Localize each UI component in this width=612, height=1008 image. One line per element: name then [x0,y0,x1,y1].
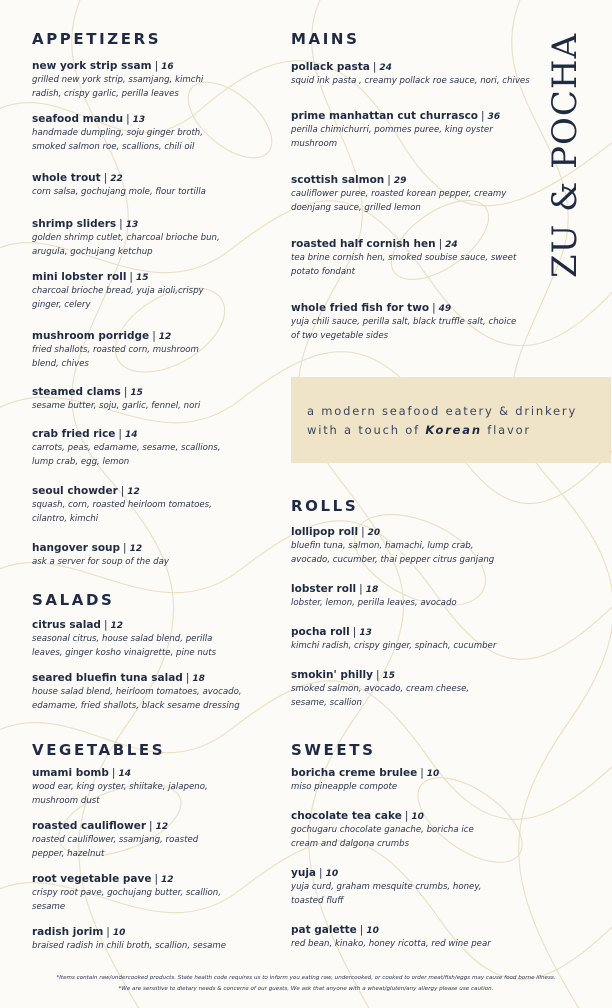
menu-item-price: 36 [487,112,501,122]
menu-item-description: pepper, hazelnut [32,849,105,859]
menu-item-description: cilantro, kimchi [32,514,99,524]
menu-item-description: lump crab, egg, lemon [32,457,130,467]
menu-item-description: of two vegetable sides [291,331,389,341]
menu-item-name: whole trout [32,172,101,184]
menu-item-name: mushroom porridge [32,330,150,342]
menu-item-name: new york strip ssam [32,60,152,72]
menu-item [32,485,212,526]
menu-item-description: doenjang sauce, grilled lemon [291,203,421,213]
menu-item-description: squid ink pasta , creamy pollack roe sauce, nori, chives [291,76,530,86]
menu-item-name: whole fried fish for two [291,302,430,314]
rolls-section [291,497,358,515]
menu-item [32,60,203,101]
menu-item-description: red bean, kinako, honey ricotta, red wine pear [291,939,491,949]
price-separator: | [319,867,323,879]
menu-item-price: 13 [125,220,139,230]
menu-item-heading [291,61,530,73]
menu-item-description: wood ear, king oyster, shiitake, jalapeno, [32,782,208,792]
menu-item-price: 20 [367,528,381,538]
menu-item-price: 13 [359,628,372,638]
price-separator: | [129,271,133,283]
footer-disclaimer-allergy: *We are sensitive to dietary needs & concerns of our guests, We ask that anyone with a wheat/gluten/any allergy please use caution. [118,986,494,992]
menu-item-price: 12 [127,487,140,497]
menu-item [291,924,491,951]
menu-item-heading [291,238,516,250]
menu-item-name: roasted cauliflower [32,820,147,832]
tagline-emphasis: Korean [425,423,482,437]
menu-item-price: 12 [110,621,124,631]
menu-item [291,626,496,653]
menu-item [32,386,200,413]
price-separator: | [432,302,436,314]
price-separator: | [154,60,159,72]
menu-item-name: prime manhattan cut churrasco [291,110,479,122]
menu-item-description: edamame, fried shallots, black sesame dressing [32,701,240,711]
price-separator: | [185,672,190,684]
menu-item-heading [291,526,494,538]
menu-item [291,61,530,88]
menu-item-price: 12 [155,822,169,832]
menu-item-heading [32,672,242,684]
menu-item-price: 16 [161,62,174,72]
menu-item-description: roasted cauliflower, ssamjang, roasted [32,835,199,845]
menu-item-description: golden shrimp cutlet, charcoal brioche bun, [32,233,220,243]
menu-item-description: yuja chili sauce, perilla salt, black truffle salt, choice [291,317,517,327]
menu-item-price: 12 [161,875,174,885]
menu-item-price: 12 [158,332,172,342]
menu-item-description: miso pineapple compote [291,782,398,792]
price-separator: | [481,110,485,122]
price-separator: | [123,386,128,398]
price-separator: | [106,926,110,938]
menu-item-price: 10 [325,869,339,879]
menu-item-heading [291,810,474,822]
menu-item-description: leaves, ginger kosho vinaigrette, pine nuts [32,648,217,658]
menu-item-heading [291,302,516,314]
price-separator: | [352,626,357,638]
salads-section [32,591,114,609]
menu-item-price: 14 [118,769,131,779]
menu-item-heading [32,873,221,885]
menu-item [291,238,516,279]
menu-item-name: radish jorim [32,926,104,938]
menu-item-description: cream and dalgona crumbs [291,839,410,849]
menu-item [291,110,500,151]
menu-item [291,526,494,567]
menu-item-description: cauliflower puree, roasted korean pepper, creamy [291,189,507,199]
price-separator: | [154,873,158,885]
menu-item [291,174,506,215]
menu-item-name: scottish salmon [291,174,385,186]
menu-item-description: ginger, celery [32,300,91,310]
menu-item [291,810,474,851]
tagline-prefix: with a touch of [307,423,426,437]
menu-item-description: bluefin tuna, salmon, hamachi, lump crab, [291,541,474,551]
brand-logo [540,30,588,280]
menu-item-heading [291,867,482,879]
menu-item-heading [32,386,200,398]
tagline-box [291,377,611,463]
menu-item-name: shrimp sliders [32,218,117,230]
menu-item [32,218,220,259]
menu-item-description: seasonal citrus, house salad blend, perilla [32,634,213,644]
menu-item-heading [32,113,203,125]
price-separator: | [152,330,156,342]
menu-item-description: charcoal brioche bread, yuja aioli,crispy [32,286,204,296]
menu-item-name: seared bluefin tuna salad [32,672,183,684]
menu-item-description: sesame [32,902,66,912]
menu-item-heading [32,428,221,440]
price-separator: | [118,428,122,440]
menu-item-description: crispy root pave, gochujang butter, scallion, [32,888,221,898]
menu-item [32,767,208,808]
brand-wordmark [540,30,588,280]
footer-disclaimer-raw: *Items contain raw/undercooked products. State health code requires us to inform you eating raw, undercooked, or cooked to order meat/fish/eggs may cause food borne illness. [56,975,556,981]
menu-item-heading [32,926,226,938]
price-separator: | [372,61,377,73]
menu-item [291,302,516,343]
menu-item [291,867,482,908]
menu-item-heading [32,218,220,230]
menu-item [32,672,242,713]
menu-item-heading [32,619,216,631]
menu-item [32,271,204,312]
menu-item-description: tea brine cornish hen, smoked soubise sauce, sweet [291,253,517,263]
menu-item-description: squash, corn, roasted heirloom tomatoes, [32,500,212,510]
menu-item-heading [291,110,500,122]
menu-item-description: avocado, cucumber, thai pepper citrus ganjang [291,555,495,565]
menu-item-heading [32,330,199,342]
tagline-suffix: flavor [481,423,531,437]
menu-item-description: carrots, peas, edamame, sesame, scallions, [32,443,221,453]
menu-item-name: hangover soup [32,542,121,554]
sweets-title: SWEETS [291,741,376,759]
menu-item [32,428,221,469]
menu-item [291,669,469,710]
menu-item-name: pat galette [291,924,357,936]
price-separator: | [123,542,127,554]
menu-item-price: 14 [124,430,138,440]
menu-item [32,926,226,953]
menu-item-name: seafood mandu [32,113,124,125]
menu-item-description: sesame, scallion [291,698,362,708]
menu-item-name: steamed clams [32,386,121,398]
price-separator: | [359,583,363,595]
menu-item [32,873,221,914]
menu-item [291,767,439,794]
price-separator: | [359,924,364,936]
menu-item-description: mushroom [291,139,338,149]
menu-item-heading [291,669,469,681]
menu-item-description: gochugaru chocolate ganache, boricha ice [291,825,474,835]
menu-item-name: crab fried rice [32,428,116,440]
price-separator: | [111,767,116,779]
tagline-line1: a modern seafood eatery & drinkery [307,404,578,418]
menu-item-heading [291,174,506,186]
menu-item-heading [291,583,457,595]
menu-item-description: ask a server for soup of the day [32,557,169,567]
menu-item-description: grilled new york strip, ssamjang, kimchi [32,75,204,85]
appetizers-title: APPETIZERS [32,30,162,48]
menu-item-price: 13 [132,115,146,125]
sweets-section [291,741,375,759]
rolls-title: ROLLS [291,497,359,515]
appetizers-section [32,30,161,48]
brand-name: ZU & POCHA [545,32,585,278]
menu-item-name: lollipop roll [291,526,359,538]
menu-item-description: potato fondant [291,267,355,277]
menu-item-heading [32,60,203,72]
menu-item-name: chocolate tea cake [291,810,402,822]
menu-item [32,619,216,660]
menu-item-price: 15 [382,671,396,681]
price-separator: | [103,172,108,184]
menu-item-description: mushroom dust [32,796,100,806]
menu-item-price: 12 [129,544,143,554]
menu-item-heading [32,542,169,554]
menu-item-price: 18 [365,585,379,595]
menu-item-name: smokin' philly [291,669,373,681]
price-separator: | [375,669,380,681]
menu-item-description: corn salsa, gochujang mole, flour tortilla [32,187,206,197]
mains-title: MAINS [291,30,360,48]
price-separator: | [404,810,409,822]
menu-item-description: house salad blend, heirloom tomatoes, avocado, [32,687,242,697]
menu-item-description: braised radish in chili broth, scallion, sesame [32,941,227,951]
menu-item-description: toasted fluff [291,896,344,906]
menu-item-heading [291,626,496,638]
tagline-line2 [307,423,531,437]
menu-item-description: arugula, gochujang ketchup [32,247,153,257]
menu-item [32,172,206,199]
price-separator: | [149,820,153,832]
menu-item-name: pocha roll [291,626,350,638]
price-separator: | [361,526,365,538]
price-separator: | [420,767,424,779]
menu-item-price: 18 [192,674,205,684]
menu-item-name: lobster roll [291,583,357,595]
menu-item-price: 10 [112,928,126,938]
menu-item-price: 10 [366,926,379,936]
menu-item-name: umami bomb [32,767,109,779]
menu-item-name: mini lobster roll [32,271,127,283]
price-separator: | [119,218,123,230]
price-separator: | [126,113,130,125]
menu-item-price: 22 [110,174,123,184]
menu-item-heading [32,485,212,497]
menu-item [32,330,199,371]
mains-section [291,30,359,48]
menu-item-heading [291,767,439,779]
menu-item-name: boricha creme brulee [291,767,418,779]
menu-item-name: citrus salad [32,619,101,631]
menu-item-description: fried shallots, roasted corn, mushroom [32,345,199,355]
menu-item-description: radish, crispy garlic, perilla leaves [32,89,179,99]
price-separator: | [120,485,125,497]
menu-item-description: sesame butter, soju, garlic, fennel, nori [32,401,201,411]
menu-item-price: 29 [393,176,407,186]
menu-item-heading [291,924,491,936]
menu-item-heading [32,820,198,832]
menu-item-price: 49 [438,304,452,314]
menu-item-heading [32,172,206,184]
menu-item-description: lobster, lemon, perilla leaves, avocado [291,598,457,608]
menu-item-description: smoked salmon roe, scallions, chili oil [32,142,195,152]
menu-item-price: 15 [135,273,149,283]
price-separator: | [387,174,391,186]
menu-item-name: seoul chowder [32,485,118,497]
menu-item-description: perilla chimichurri, pommes puree, king oyster [291,125,493,135]
menu-item-name: roasted half cornish hen [291,238,436,250]
menu-item-price: 10 [426,769,440,779]
salads-title: SALADS [32,591,115,609]
menu-item-name: pollack pasta [291,61,370,73]
price-separator: | [438,238,443,250]
vegetables-title: VEGETABLES [32,741,166,759]
menu-item-price: 24 [379,63,392,73]
menu-item-name: yuja [291,867,317,879]
vegetables-section [32,741,165,759]
menu-item-description: blend, chives [32,359,89,369]
price-separator: | [103,619,108,631]
menu-item [32,113,203,154]
menu-item-price: 15 [130,388,143,398]
menu-item-name: root vegetable pave [32,873,152,885]
menu-item-description: yuja curd, graham mesquite crumbs, honey, [291,882,482,892]
menu-item-price: 10 [411,812,424,822]
menu-item [32,542,169,569]
menu-item-price: 24 [445,240,458,250]
menu-item [32,820,198,861]
menu-item-description: kimchi radish, crispy ginger, spinach, cucumber [291,641,497,651]
menu-item-heading [32,767,208,779]
menu-item [291,583,457,610]
menu-item-description: handmade dumpling, soju ginger broth, [32,128,203,138]
menu-item-heading [32,271,204,283]
menu-item-description: smoked salmon, avocado, cream cheese, [291,684,470,694]
